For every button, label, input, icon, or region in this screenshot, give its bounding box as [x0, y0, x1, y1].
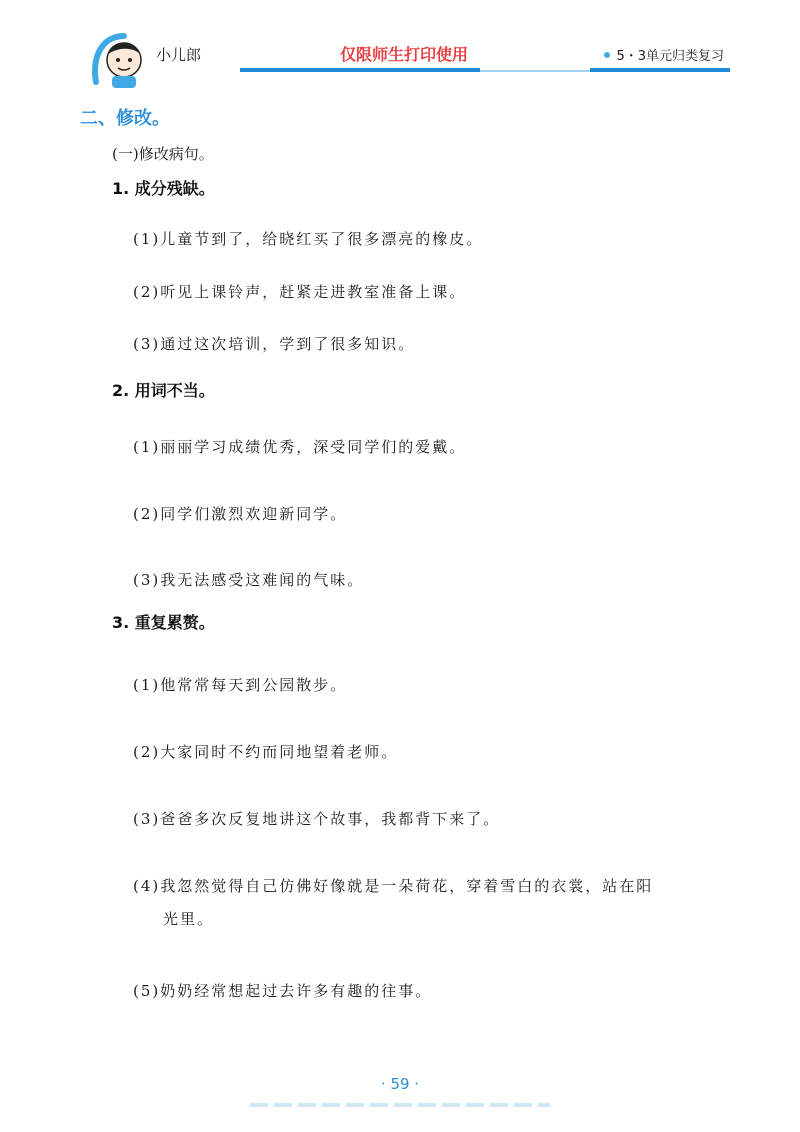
- subsection-title: (一)修改病句。: [112, 145, 214, 163]
- page-number: · 59 ·: [380, 1075, 420, 1093]
- exercise-item: (4)我忽然觉得自己仿佛好像就是一朵荷花，穿着雪白的衣裳，站在阳: [133, 877, 654, 895]
- group-heading: 1. 成分残缺。: [112, 179, 215, 198]
- bullet-dot-icon: [604, 52, 610, 58]
- boy-mascot-icon: [90, 30, 150, 90]
- section-title: 二、修改。: [80, 108, 170, 129]
- exercise-item: (3)通过这次培训，学到了很多知识。: [133, 335, 416, 353]
- print-notice: 仅限师生打印使用: [340, 45, 469, 64]
- exercise-item: (3)我无法感受这难闻的气味。: [133, 571, 365, 589]
- unit-label: [604, 45, 724, 64]
- unit-text: 5・3单元归类复习: [616, 49, 724, 64]
- exercise-item: (1)他常常每天到公园散步。: [133, 676, 348, 694]
- page-header: [90, 30, 730, 80]
- brand-name: 小儿郎: [156, 46, 202, 64]
- group-heading: 2. 用词不当。: [112, 381, 215, 400]
- exercise-item: (1)丽丽学习成绩优秀，深受同学们的爱戴。: [133, 438, 467, 456]
- exercise-item: (5)奶奶经常想起过去许多有趣的往事。: [133, 982, 433, 1000]
- exercise-item-continuation: 光里。: [163, 910, 215, 928]
- footer-decoration: [250, 1103, 550, 1107]
- exercise-item: (2)同学们激烈欢迎新同学。: [133, 505, 348, 523]
- exercise-item: (2)听见上课铃声，赶紧走进教室准备上课。: [133, 283, 467, 301]
- exercise-item: (2)大家同时不约而同地望着老师。: [133, 743, 399, 761]
- header-rule-accent-right: [590, 68, 730, 72]
- exercise-item: (1)儿童节到了，给晓红买了很多漂亮的橡皮。: [133, 230, 484, 248]
- header-rule-accent-left: [240, 68, 480, 72]
- exercise-item: (3)爸爸多次反复地讲这个故事，我都背下来了。: [133, 810, 501, 828]
- group-heading: 3. 重复累赘。: [112, 613, 215, 632]
